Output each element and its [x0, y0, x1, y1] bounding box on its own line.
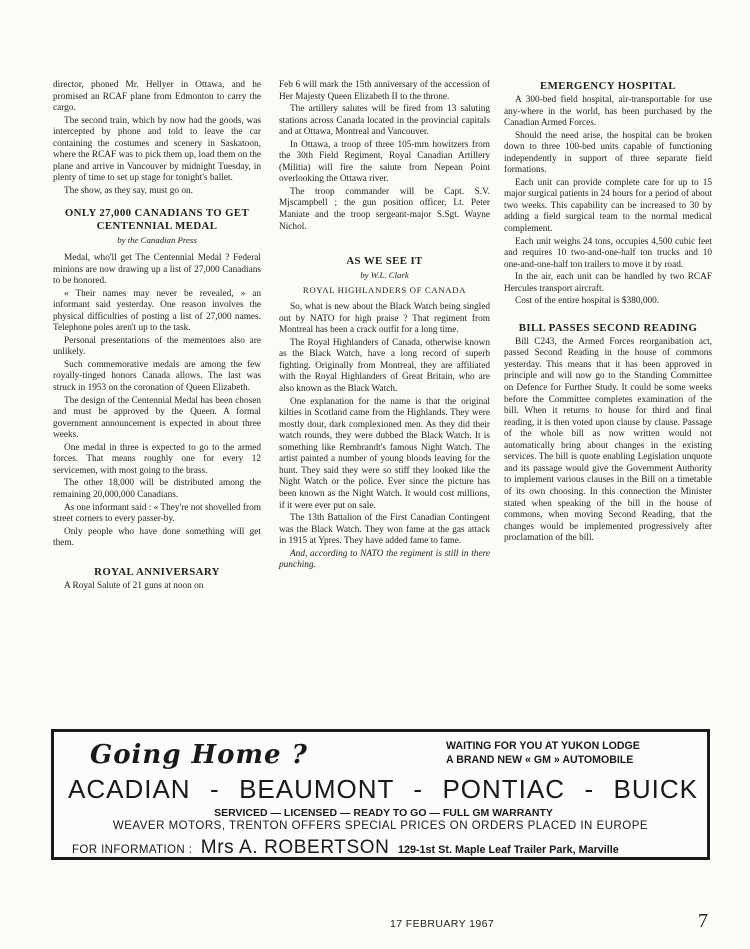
- ad-weaver-line: WEAVER MOTORS, TRENTON OFFERS SPECIAL PRICES ON ORDERS PLACED IN EUROPE: [112, 820, 649, 832]
- issue-date: 17 FEBRUARY 1967: [390, 918, 495, 930]
- paragraph: Bill C243, the Armed Forces reorganibation act, passed Second Reading in the house of commons yesterday. This means that it has been approved in principle and will now go to the Standing Committee on Defence for Further Study. It could be some weeks before the Committee completes examination of the bill. When it returns to house for third and final reading, it is then voted upon clause by clause. Passage of the whole bill as now written would not automatically bring about changes in the existing services. The bill is quote enabling Legislation unquote and its passage would give the Government Authority to implement various clauses in the Bill on a timetable of its own choosing. In this connection the Minister stated when speaking of the bill in the house of commons, when moving Second Reading, that the changes would be implemented progressively after proclamation of the bill.: [504, 336, 712, 544]
- paragraph: Feb 6 will mark the 15th anniversary of the accession of Her Majesty Queen Elizabeth II to the throne.: [279, 80, 490, 102]
- closing-paragraph: And, according to NATO the regiment is still in there punching.: [279, 548, 490, 571]
- as-we-see-it-byline: by W.L. Clark: [360, 270, 409, 281]
- column-3: [504, 80, 712, 546]
- paragraph: A 300-bed field hospital, air-transportable for use any-where in the world, has been purchased by the Canadian Armed Forces.: [504, 95, 712, 129]
- paragraph: The show, as they say, must go on.: [64, 185, 193, 196]
- paragraph: Only people who have done something will get them.: [53, 526, 261, 549]
- paragraph: The troop commander will be Capt. S.V. Mjscampbell ; the gun position officer, Lt. Peter Maniate and the troop sergeant-major S.Sgt. Wayne Nichol.: [279, 186, 490, 232]
- ad-contact-name: Mrs A. ROBERTSON: [200, 837, 390, 858]
- royal-anniversary-headline: ROYAL ANNIVERSARY: [94, 565, 220, 578]
- paragraph: In Ottawa, a troop of three 105-mm howitzers from the 30th Field Regiment, Royal Canadian Artillery (Militia) will fire the salute from Nepean Point overlooking the Ottawa river.: [279, 139, 490, 185]
- paragraph: One medal in three is expected to go to the armed forces. That means roughly one for every 12 servicemen, with most going to the brass.: [53, 442, 261, 476]
- ad-info-label: FOR INFORMATION :: [72, 844, 193, 856]
- paragraph: Medal, who'll get The Centennial Medal ? Federal minions are now drawing up a list of 27,000 Canadians to be honored.: [53, 253, 261, 287]
- paragraph: So, what is new about the Black Watch being singled out by NATO for high praise ? That regiment from Montreal has been a crack outfit for a long time.: [279, 302, 490, 336]
- advertisement-box: [51, 729, 710, 860]
- emergency-hospital-headline: EMERGENCY HOSPITAL: [540, 80, 676, 92]
- ad-contact-address: 129-1st St. Maple Leaf Trailer Park, Marville: [397, 844, 619, 856]
- paragraph: A Royal Salute of 21 guns at noon on: [64, 580, 204, 591]
- paragraph: Such commemorative medals are among the few royally-tinged honors Canada allows. The last was struck in 1953 on the coronation of Queen Elizabeth.: [53, 359, 261, 394]
- paragraph: Cost of the entire hospital is $380,000.: [515, 296, 660, 307]
- paragraph: In the air, each unit can be handled by two RCAF Hercules transport aircraft.: [504, 272, 712, 294]
- paragraph: Personal presentations of the mementoes also are unlikely.: [53, 335, 261, 358]
- bill-headline: BILL PASSES SECOND READING: [518, 321, 698, 334]
- medal-headline: ONLY 27,000 CANADIANS TO GET CENTENNIAL MEDAL: [64, 207, 250, 233]
- paragraph: The other 18,000 will be distributed among the remaining 20,000,000 Canadians.: [53, 478, 261, 500]
- paragraph: One explanation for the name is that the original kilties in Scotland came from the Highlands. They were mostly dour, dark complexioned men. As they did their watch rounds, they were dubbed the Black Watch. It is something like Rembrandt's famous Night Watch. The artist painted a number of young bloods leaving for the hunt. They said they were so stiff they looked like the Night Watch or the police. Ever since the picture has been known as the Night Watch. It would cost millions, if it were ever put on sale.: [279, 396, 490, 511]
- paragraph: « Their names may never be revealed, » an informant said yesterday. One reason involves the physical difficulties of posting a list of 27,000 names. Telephone poles aren't up to the task.: [53, 288, 261, 334]
- page-number: 7: [698, 910, 708, 932]
- paragraph: The design of the Centennial Medal has been chosen and must be approved by the Queen. A formal government announcement is expected in about three weeks.: [53, 395, 261, 441]
- paragraph: As one informant said : « They're not shovelled from street corners to every passer-by.: [53, 502, 261, 525]
- medal-byline: by the Canadian Press: [117, 235, 197, 246]
- paragraph: The 13th Battalion of the First Canadian Contingent was the Black Watch. They won fame at the gas attack in 1915 at Ypres. They have added fame to fame.: [279, 513, 490, 547]
- ad-contact-line: [72, 837, 697, 859]
- column-1: [53, 80, 261, 593]
- paragraph: The artillery salutes will be fired from 13 saluting stations across Canada located in the provincial capitals and at Ottawa, Montreal and Vancouver.: [279, 104, 490, 138]
- column-2: [279, 80, 490, 573]
- ad-brands-line: ACADIAN - BEAUMONT - PONTIAC - BUICK: [68, 774, 698, 804]
- ad-serviced-line: SERVICED — LICENSED — READY TO GO — FULL GM WARRANTY: [214, 807, 553, 819]
- paragraph: director, phoned Mr. Hellyer in Ottawa, and he promised an RCAF plane from Edmonton to carry the cargo.: [53, 80, 261, 114]
- paragraph: The second train, which by now had the goods, was intercepted by phone and told to leave the car containing the costumes and scenery in Saskatoon, where the RCAF was to pick them up, load them on the plane and arrive in Vancouver by midnight Tuesday, in plenty of time to set up stage for tonight's ballet.: [53, 115, 261, 184]
- ad-script-title: Going Home ?: [90, 740, 308, 770]
- paragraph: Each unit weighs 24 tons, occupies 4,500 cubic feet and requires 10 two-and-one-half ton trucks and 10 one-and-one-half ton trailers to move it by road.: [504, 236, 712, 270]
- paragraph: Should the need arise, the hospital can be broken down to three 100-bed units capable of functioning independently in support of three separate field formations.: [504, 130, 712, 176]
- ad-brand-new-line: A BRAND NEW « GM » AUTOMOBILE: [446, 753, 634, 766]
- as-we-see-it-headline: AS WE SEE IT: [346, 255, 423, 268]
- ad-waiting-line: WAITING FOR YOU AT YUKON LODGE: [446, 740, 640, 752]
- paragraph: Each unit can provide complete care for up to 15 major surgical patients in 24 hours for a period of about two weeks. This capability can be increased to 30 by adding a field surgical team to the normal medical complement.: [504, 177, 712, 235]
- ad-offer-block: [446, 740, 698, 767]
- paragraph: The Royal Highlanders of Canada, otherwise known as the Black Watch, have a long record of superb fighting. Originally from Montreal, they are affiliated with the Royal Highlanders of Great Britain, who are also known as the Black Watch.: [279, 337, 490, 395]
- as-we-see-it-subhead: ROYAL HIGHLANDERS OF CANADA: [302, 284, 467, 295]
